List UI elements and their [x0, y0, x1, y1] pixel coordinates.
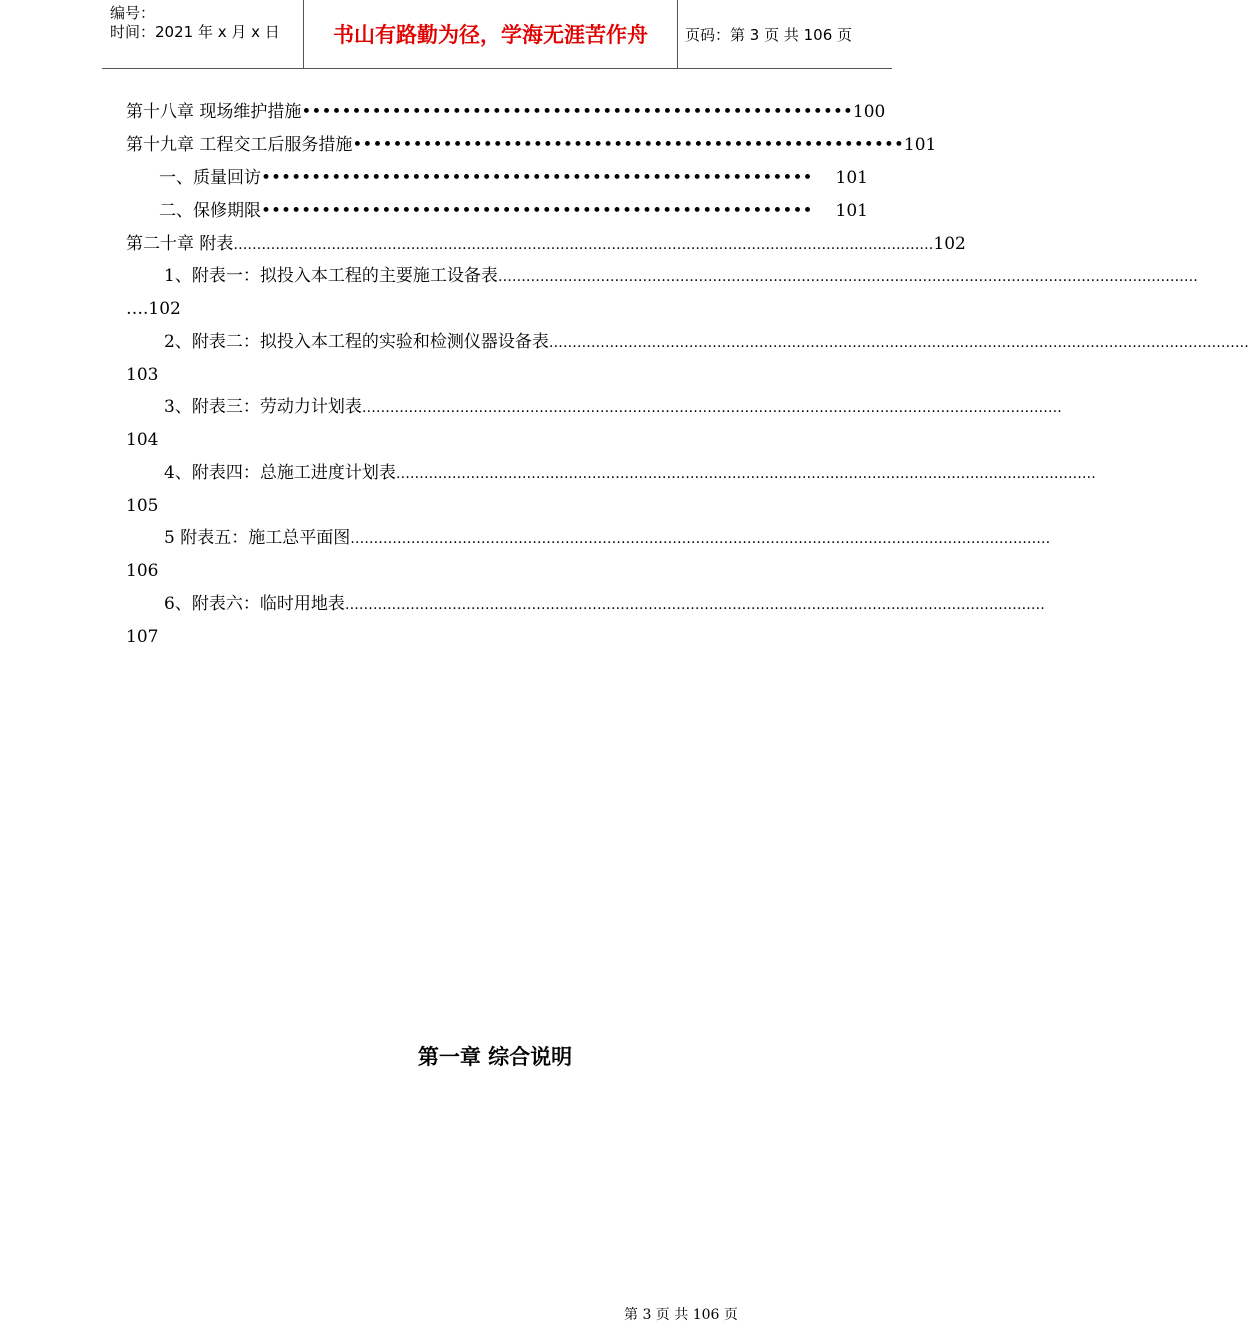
toc-entry[interactable] [164, 265, 1198, 288]
toc-entry-page: ….102 [126, 299, 181, 319]
toc-entry-page: 105 [126, 496, 159, 516]
toc-entry[interactable] [126, 134, 937, 156]
toc-entry-title: 第十八章 现场维护措施 [126, 102, 302, 122]
toc-entry-title: 1、附表一：拟投入本工程的主要施工设备表 [164, 266, 498, 286]
toc-entry[interactable] [164, 462, 1096, 485]
toc-entry-title: 3、附表三：劳动力计划表 [164, 397, 362, 417]
toc-entry-title: 6、附表六：临时用地表 [164, 594, 345, 614]
header-divider [677, 0, 678, 68]
page-header [102, 0, 892, 69]
chapter-title: 第一章 综合说明 [417, 1045, 573, 1069]
toc-leader: …………………………………………………………………………………………………………………………………… [344, 597, 1045, 613]
toc-entry-title: 二、保修期限 [159, 201, 261, 221]
toc-entry[interactable] [126, 233, 966, 256]
toc-entry-title: 第十九章 工程交工后服务措施 [126, 135, 353, 155]
toc-leader: …………………………………………………………………………………………………………………………………… [350, 531, 1051, 547]
toc-entry-title: 5 附表五：施工总平面图 [164, 528, 351, 548]
toc-entry-page: 103 [126, 365, 159, 385]
toc-entry-page: 101 [903, 135, 937, 155]
toc-leader: …………………………………………………………………………………………………………………………………… [548, 335, 1249, 351]
toc-entry-title: 4、附表四：总施工进度计划表 [164, 463, 396, 483]
code-label: 编号： [110, 4, 156, 22]
toc-entry-page: 107 [126, 627, 159, 647]
header-slogan: 书山有路勤为径，学海无涯苦作舟 [333, 23, 648, 47]
toc-entry-title: 2、附表二：拟投入本工程的实验和检测仪器设备表 [164, 332, 549, 352]
toc-leader: …………………………………………………………………………………………………………………………………… [395, 466, 1096, 482]
toc-leader: …………………………………………………………………………………………………………………………………… [361, 400, 1062, 416]
toc-entry-page: 100 [852, 102, 886, 122]
toc-entry-title: 一、质量回访 [159, 168, 261, 188]
toc-entry[interactable] [164, 527, 1051, 550]
toc-entry[interactable] [164, 396, 1062, 419]
toc-entry[interactable] [159, 167, 868, 189]
toc-entry-page: 101 [835, 201, 868, 221]
header-page-info: 页码：第 3 页 共 106 页 [685, 26, 853, 44]
toc-leader: ••••••••••••••••••••••••••••••••••••••••••••••••••••••• [261, 201, 813, 221]
toc-entry-page: 101 [835, 168, 868, 188]
toc-entry[interactable] [126, 101, 886, 123]
toc-entry-page: 102 [933, 234, 966, 254]
toc-entry[interactable] [164, 593, 1045, 616]
toc-entry-title: 第二十章 附表 [126, 234, 234, 254]
toc-leader: ••••••••••••••••••••••••••••••••••••••••••••••••••••••• [261, 168, 813, 188]
footer-page-number: 第 3 页 共 106 页 [624, 1307, 738, 1323]
toc-entry[interactable] [164, 331, 1249, 354]
toc-leader: ••••••••••••••••••••••••••••••••••••••••••••••••••••••• [301, 102, 853, 122]
header-meta [110, 4, 280, 42]
time-label: 时间：2021 年 x 月 x 日 [110, 23, 280, 41]
toc-leader: ••••••••••••••••••••••••••••••••••••••••••••••••••••••• [352, 135, 904, 155]
toc-entry-page: 106 [126, 561, 159, 581]
toc-leader: …………………………………………………………………………………………………………………………………… [497, 269, 1198, 285]
toc-leader: …………………………………………………………………………………………………………………………………… [233, 237, 934, 253]
toc-entry-page: 104 [126, 430, 159, 450]
toc-entry[interactable] [159, 200, 868, 222]
